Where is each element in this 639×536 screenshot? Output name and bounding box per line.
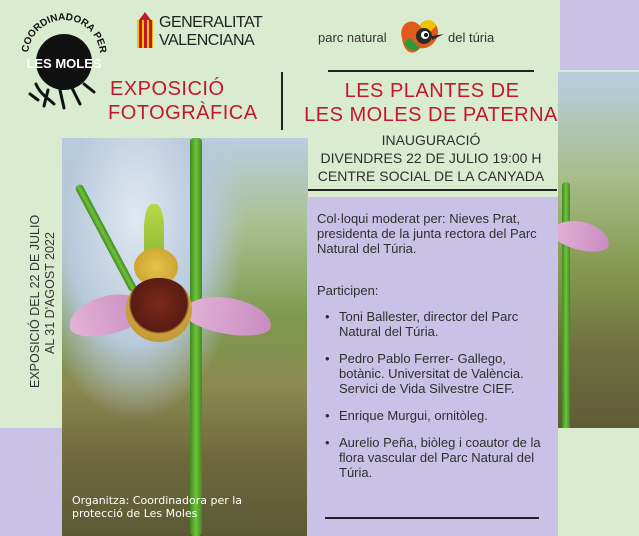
right-photo-strip xyxy=(558,72,639,428)
generalitat-shield-icon xyxy=(135,12,155,52)
orchid-photo xyxy=(62,138,308,536)
top-right-purple-block xyxy=(560,0,639,70)
bottom-left-purple-block xyxy=(0,428,62,536)
info-panel xyxy=(307,197,558,536)
generalitat-logo xyxy=(135,12,263,56)
coordinadora-top-text: COORDINADORA PER xyxy=(20,11,108,54)
participant-item: • Pedro Pablo Ferrer- Gallego, botànic. Universitat de València. Servici de Vida Silvestre CIEF. xyxy=(317,351,547,396)
participants-label: Participen: xyxy=(317,283,379,298)
parc-natural-logo xyxy=(318,12,518,60)
inauguration-place: CENTRE SOCIAL DE LA CANYADA xyxy=(317,168,545,184)
orchid-leaf xyxy=(74,183,137,293)
main-title-line1: LES PLANTES DE xyxy=(344,80,520,102)
orchid-stem xyxy=(190,138,202,536)
parc-natural-right-text: del túria xyxy=(448,30,495,45)
header-vertical-divider xyxy=(281,72,283,130)
header-top-rule xyxy=(328,70,534,72)
organizer-line1: Organitza: Coordinadora per la xyxy=(72,494,243,507)
exhibit-line2: FOTOGRÀFICA xyxy=(108,102,258,124)
exhibit-line1: EXPOSICIÓ xyxy=(110,78,225,100)
participants-list xyxy=(317,309,547,489)
side-dates-line1: EXPOSICIÓ DEL 22 DE JULIO xyxy=(28,214,42,388)
inauguration-label: INAUGURACIÓ xyxy=(381,132,481,148)
participant-item: • Aurelio Peña, biòleg i coautor de la flora vascular del Parc Natural del Túria. xyxy=(317,435,547,480)
right-photo-stem xyxy=(562,182,570,428)
participant-item: • Enrique Murgui, ornitòleg. xyxy=(317,408,547,423)
side-dates-line2: AL 31 D'AGOST 2022 xyxy=(43,232,57,354)
inauguration-rule xyxy=(305,189,557,191)
info-bottom-rule xyxy=(325,517,539,519)
side-dates xyxy=(28,148,58,388)
main-title-line2: LES MOLES DE PATERNA xyxy=(304,104,558,126)
colloquium-text: Col·loqui moderat per: Nieves Prat, presidenta de la junta rectora del Parc Natural del Túria. xyxy=(317,211,537,256)
generalitat-line1: GENERALITAT xyxy=(159,14,263,31)
generalitat-line2: VALENCIANA xyxy=(159,32,255,49)
coordinadora-logo xyxy=(14,6,114,112)
orchid-lip xyxy=(126,278,192,342)
bird-logo-icon xyxy=(394,12,446,60)
coordinadora-main-text: LES MOLES xyxy=(26,56,102,71)
participant-item: • Toni Ballester, director del Parc Natural del Túria. xyxy=(317,309,547,339)
organizer-line2: protecció de Les Moles xyxy=(72,507,198,520)
organizer-credit xyxy=(72,494,242,520)
parc-natural-left-text: parc natural xyxy=(318,30,387,45)
inauguration-date: DIVENDRES 22 DE JULIO 19:00 H xyxy=(320,150,542,166)
